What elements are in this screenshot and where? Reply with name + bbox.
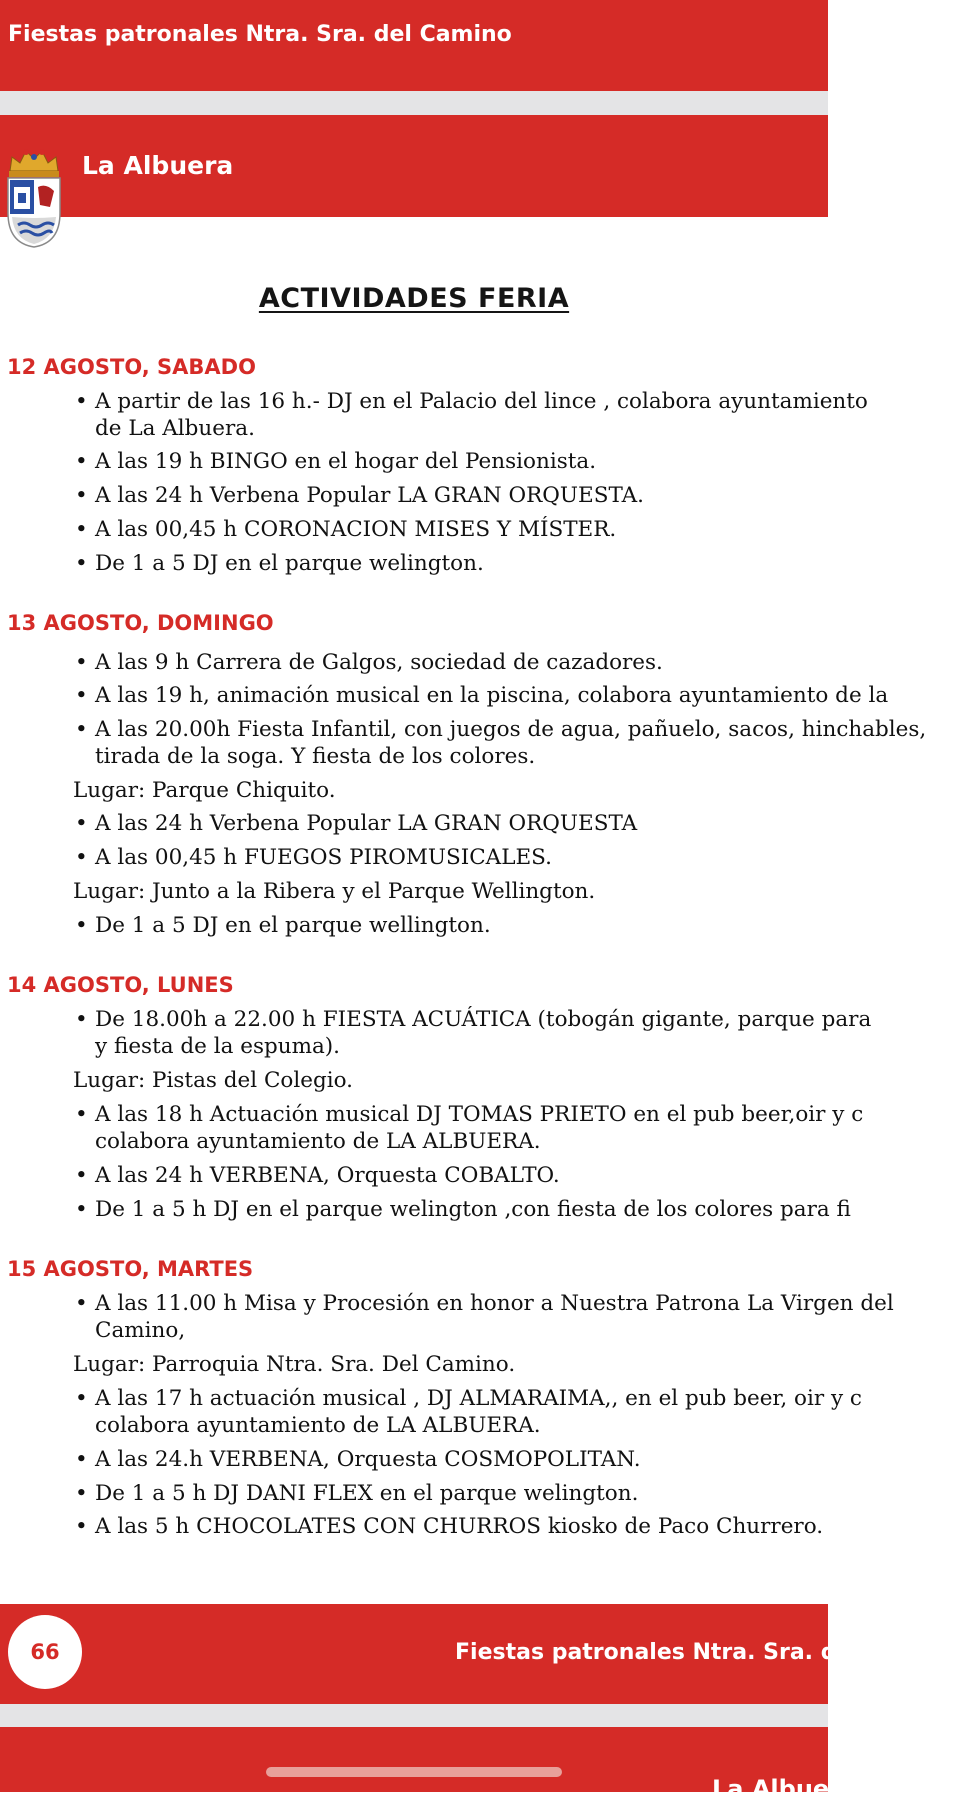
activity-item: • A las 24 h Verbena Popular LA GRAN ORQUESTA [95, 810, 637, 837]
activity-item: • De 1 a 5 DJ en el parque wellington. [95, 912, 491, 939]
page-title: ACTIVIDADES FERIA [258, 283, 570, 314]
coat-of-arms-icon [2, 147, 66, 249]
activity-item: • A las 11.00 h Misa y Procesión en honor a Nuestra Patrona La Virgen del [95, 1290, 894, 1317]
activity-item: • De 1 a 5 h DJ DANI FLEX en el parque welington. [95, 1480, 638, 1507]
page-number-badge: 66 [8, 1615, 82, 1689]
activity-item: • A las 18 h Actuación musical DJ TOMAS PRIETO en el pub beer,oir y c [95, 1101, 863, 1128]
place-line: Lugar: Parque Chiquito. [73, 778, 336, 803]
activity-item: • A las 17 h actuación musical , DJ ALMARAIMA,, en el pub beer, oir y c [95, 1385, 862, 1412]
activity-item: • A las 5 h CHOCOLATES CON CHURROS kiosko de Paco Churrero. [95, 1513, 823, 1540]
activity-item: • A las 20.00h Fiesta Infantil, con juegos de agua, pañuelo, sacos, hinchables, [95, 716, 926, 743]
activity-item: • De 1 a 5 h DJ en el parque welington ,con fiesta de los colores para fi [95, 1196, 851, 1223]
town-name: La Albuera [82, 151, 234, 180]
day-heading: 15 AGOSTO, MARTES [7, 1257, 254, 1281]
activity-item: • A las 24 h Verbena Popular LA GRAN ORQUESTA. [95, 482, 644, 509]
activity-item: • A las 00,45 h CORONACION MISES Y MÍSTER. [95, 516, 616, 543]
activity-item: • De 18.00h a 22.00 h FIESTA ACUÁTICA (tobogán gigante, parque para [95, 1006, 871, 1033]
activity-item-continuation: de La Albuera. [95, 416, 255, 441]
day-heading: 14 AGOSTO, LUNES [7, 973, 234, 997]
place-line: Lugar: Parroquia Ntra. Sra. Del Camino. [73, 1352, 516, 1377]
footer-title: Fiestas patronales Ntra. Sra. del Camino [455, 1640, 959, 1665]
activity-item: • A las 19 h, animación musical en la piscina, colabora ayuntamiento de la [95, 682, 888, 709]
page-separator [0, 1704, 828, 1727]
home-indicator[interactable] [266, 1767, 562, 1777]
next-page-header-band [0, 1727, 858, 1803]
place-line: Lugar: Junto a la Ribera y el Parque Wellington. [73, 879, 596, 904]
activity-item-continuation: colabora ayuntamiento de LA ALBUERA. [95, 1129, 541, 1154]
activity-item: • A las 24 h VERBENA, Orquesta COBALTO. [95, 1162, 560, 1189]
day-heading: 13 AGOSTO, DOMINGO [7, 611, 274, 635]
place-line: Lugar: Pistas del Colegio. [73, 1068, 353, 1093]
header-title: Fiestas patronales Ntra. Sra. del Camino [8, 22, 512, 47]
town-header-band [0, 115, 828, 217]
day-heading: 12 AGOSTO, SABADO [7, 355, 256, 379]
activity-item-continuation: y fiesta de la espuma). [95, 1034, 341, 1059]
activity-item: • A las 00,45 h FUEGOS PIROMUSICALES. [95, 844, 552, 871]
activity-item: • A partir de las 16 h.- DJ en el Palacio del lince , colabora ayuntamiento [95, 388, 868, 415]
activity-item-continuation: tirada de la soga. Y fiesta de los colores. [95, 744, 536, 769]
activity-item: • De 1 a 5 DJ en el parque welington. [95, 550, 484, 577]
activity-item: • A las 24.h VERBENA, Orquesta COSMOPOLITAN. [95, 1446, 641, 1473]
next-page-town-name: La Albuera [712, 1775, 858, 1803]
top-header-band [0, 0, 828, 91]
footer-band [0, 1604, 959, 1704]
activity-item-continuation: Camino, [95, 1318, 186, 1343]
activity-item: • A las 19 h BINGO en el hogar del Pensionista. [95, 448, 596, 475]
activity-item: • A las 9 h Carrera de Galgos, sociedad de cazadores. [95, 649, 663, 676]
page-separator [0, 91, 828, 115]
activity-item-continuation: colabora ayuntamiento de LA ALBUERA. [95, 1413, 541, 1438]
